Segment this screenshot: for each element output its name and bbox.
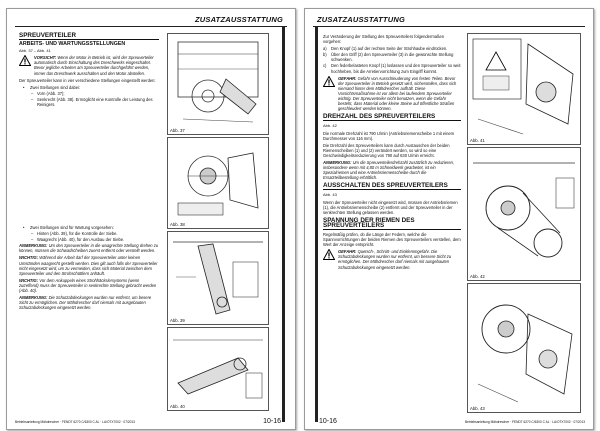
danger-label: GEFAHR:	[338, 75, 357, 81]
machine-drawing	[168, 138, 268, 228]
sub-item-text: Hinten (Abb. 39), für die Kontrolle der Siebe.	[37, 231, 118, 237]
figure-40	[167, 327, 269, 411]
subtitle: ARBEITS- UND WARTUNGSSTELLUNGEN	[19, 41, 126, 48]
caution-label: VORSICHT:	[34, 55, 57, 61]
page-header	[313, 15, 585, 27]
figure-ref: Abb. 37 – Abb. 41	[19, 48, 51, 54]
page-number: 10-16	[319, 418, 337, 425]
machine-drawing	[168, 232, 268, 324]
figure-38	[167, 137, 269, 229]
note-paragraph	[323, 160, 461, 180]
page-footer	[15, 415, 287, 425]
note-label: ANMERKUNG:	[19, 243, 48, 249]
caution-box	[19, 55, 159, 75]
important-label: WICHTIG:	[19, 255, 39, 261]
sub-item-text: Waagrecht (Abb. 40), für den Ausbau der Siebe.	[37, 237, 125, 243]
page-header	[15, 15, 287, 27]
right-page	[304, 8, 594, 430]
danger-box	[323, 76, 461, 112]
machine-drawing	[168, 328, 268, 410]
danger-label: GEFAHR:	[338, 249, 357, 255]
machine-drawing	[168, 34, 268, 134]
margin-bar	[282, 27, 285, 422]
sub-item-text: Senkrecht (Abb. 38). Ermöglicht eine Kontrolle der Leistung des Reinigers.	[37, 96, 153, 108]
warning-triangle-icon	[323, 76, 335, 112]
figure-caption: Abb. 43	[470, 406, 485, 411]
list-item: – Senkrecht (Abb. 38). Ermöglicht eine Kontrolle der Leistung des Reinigers.	[31, 97, 159, 107]
figure-41	[467, 33, 581, 145]
section-title: SPANNUNG DER RIEMEN DES SPREUVERTEILERS	[323, 218, 461, 230]
important-text: Vor dem Ankuppeln eines Strohhäckslersystems (wenn zutreffend) muss der Spreuverteiler in senkrechte Stellung gebracht werden (Abb. 40).	[19, 277, 157, 294]
machine-drawing	[468, 284, 580, 412]
footer-text: Betriebsanleitung Mähdrescher · FENDT 6270 C/6300 C AL · LA/OTX7002 · 07/2013	[465, 420, 585, 424]
bullet-text: Zwei Stellungen sind dabei:	[30, 84, 81, 90]
paragraph: Regelmäßig prüfen, ob die Länge der Federn, welche die Spannvorrichtungen der beiden Riemen des Spreuverteilers verstellen, dem Wert der Anzeige entspricht.	[323, 232, 461, 248]
danger-box	[323, 249, 461, 269]
note-text: Um den Spreuverteiler in die waagrechte Stellung drehen zu können, müssen die Schwadscheiben zuerst entfernt oder verstellt werden.	[19, 243, 159, 254]
figure-caption: Abb. 42	[470, 274, 485, 279]
left-page	[6, 8, 296, 430]
intro-text: Zur Veränderung der Stellung des Spreuverteilers folgendermaßen vorgehen:	[323, 34, 445, 45]
page-number: 10-16	[263, 418, 281, 425]
figure-caption: Abb. 39	[170, 318, 185, 323]
figure-ref: Abb. 42	[323, 123, 337, 129]
header-title: ZUSATZAUSSTATTUNG	[195, 15, 283, 24]
list-item: b) Über den Griff (2) den Spreuverteiler (3) in die gewünschte Stellung schwenken.	[323, 52, 461, 62]
left-text-column	[19, 33, 159, 108]
paragraph: Die normale Drehzahl ist 790 U/min (Antriebsriemenscheibe 1 mit einem Durchmesser von 116 mm).	[323, 130, 455, 141]
left-text-column-lower	[19, 224, 159, 312]
machine-drawing	[468, 148, 580, 280]
danger-text: Gefahr von Ausschleuderung von festen Teilen. Bevor der Spreuverteiler in Betrieb gesetzt wird, sicherstellen, dass sich niemand hinter dem Mähdrescher aufhält. Diese Vorsichtsmaßnahme ist vor allem bei laufendem Spreuverteiler wichtig. Der Spreuverteiler nicht benutzen, wenn die Gefahr besteht, dass Material oder kleine Steine auf öffentliche Straßen geschleudert werden können.	[338, 75, 457, 112]
page-footer	[313, 415, 585, 425]
bullet-text: Zwei Stellungen sind für Wartung vorgesehen:	[30, 225, 114, 230]
note-text: Die Schutzabdeckungen wurden nur entfernt, um besere Sicht zu ermöglichen. Der Mähdrescher darf niemals mit ausgebauten Schutzabdeckungen eingesetzt werden.	[19, 295, 152, 311]
important-paragraph	[19, 278, 159, 293]
figure-caption: Abb. 38	[170, 222, 185, 227]
list-item: c) Den federbelasteten Knopf (1) loslassen und den Spreuverteiler so weit hochheben, bis die Arretiervorrichtung zum Eingriff kommt.	[323, 63, 461, 74]
figure-caption: Abb. 40	[170, 404, 185, 409]
figure-caption: Abb. 41	[470, 138, 485, 143]
figure-39	[167, 231, 269, 325]
figure-ref: Abb. 43	[323, 192, 337, 198]
list-item: a) Den Knopf (1) auf der rechten Seite der Strohhaube eindrücken.	[323, 46, 448, 52]
machine-drawing	[468, 34, 580, 144]
caution-text: Wenn der Motor in Betrieb ist, wird der Spreuverteiler automatisch durch Einschaltung des Dreschwerks eingeschaltet. Bevor jegliche Arbeiten am Spreuverteiler durchgeführt werden, immer das Dreschwerk ausschalten und den Motor abstellen.	[34, 55, 154, 76]
figure-43	[467, 283, 581, 413]
paragraph: Die Drehzahl des Spreuverteilers kann durch Austauschen der beiden Riemenscheiben (1) und (2) verändert werden, so wird so eine Geschwindigkeitsreduzierung von 790 auf 630 U/min erreicht.	[323, 142, 450, 158]
section-title: SPREUVERTEILER	[19, 33, 159, 40]
note-paragraph	[19, 295, 159, 310]
step-text: Über den Griff (2) den Spreuverteiler (3) in die gewünschte Stellung schwenken.	[331, 52, 454, 63]
right-text-column	[323, 33, 461, 272]
figure-37	[167, 33, 269, 135]
important-label: WICHTIG:	[19, 277, 39, 283]
step-text: Den Knopf (1) auf der rechten Seite der Strohhaube eindrücken.	[331, 46, 448, 52]
figure-42	[467, 147, 581, 281]
section-title: DREHZAHL DES SPREUVERTEILERS	[323, 114, 461, 121]
header-title: ZUSATZAUSSTATTUNG	[317, 15, 405, 24]
warning-triangle-icon	[19, 55, 31, 75]
list-item: – Waagrecht (Abb. 40), für den Ausbau der Siebe.	[31, 237, 125, 243]
section-title: AUSSCHALTEN DES SPREUVERTEILERS	[323, 183, 461, 190]
important-paragraph	[19, 255, 159, 275]
sub-item-text: Vorn (Abb. 37);	[37, 90, 65, 96]
paragraph: Wenn der Spreuverteiler nicht eingesetzt wird, müssen der Antriebsriemen (1), die Antriebsriemenscheibe (2) entfernt und der Spreuverteiler in der senkrechten Stellung gelassen werden.	[323, 199, 458, 215]
list-item: • Zwei Stellungen sind dabei:	[23, 84, 81, 90]
warning-triangle-icon	[323, 249, 335, 269]
figure-caption: Abb. 37	[170, 128, 185, 133]
note-label: ANMERKUNG:	[19, 295, 48, 301]
list-item: – Hinten (Abb. 39), für die Kontrolle der Siebe.	[31, 231, 118, 237]
step-text: Den federbelasteten Knopf (1) loslassen und den Spreuverteiler so weit hochheben, bis die Arretiervorrichtung zum Eingriff kommt.	[331, 63, 461, 74]
footer-text: Betriebsanleitung Mähdrescher · FENDT 6270 C/6300 C AL · LA/OTX7002 · 07/2013	[15, 420, 135, 424]
intro-text: Der Spreuverteiler kann in vier verschiedene Stellungen eingestellt werden:	[19, 77, 156, 83]
note-label: ANMERKUNG:	[323, 159, 352, 165]
list-item: – Vorn (Abb. 37);	[31, 90, 65, 96]
danger-text: Quetsch-, Schnitt- und Einklemmgefahr. Die Schutzabdeckungen wurden nur entfernt, um bessere Sicht zu ermöglichen. Der Mähdrescher darf niemals mit ausgebauten Schutzabdeckungen eingesetzt werden.	[338, 249, 452, 270]
note-paragraph	[19, 243, 159, 253]
note-text: Um die Spreuverteilerdrehzahl zusätzlich zu reduzieren, insbesondere wenn mit 4,80 m Schneidwerk gearbeitet, ist ein Spezialriemen und eine Antriebsriemenscheibe durch die Ersatzteilbestellung erhältlich.	[323, 159, 455, 181]
margin-bar	[315, 27, 318, 422]
important-text: Während der Arbeit darf der Spreuverteiler unter keinen Umständen waagrecht gestellt werden. Dies gilt auch falls der Spreuverteiler nicht eingesetzt wird, um zu vermeiden, dass sich Material zwischen dem Spreuverteiler und den Strohschüttlern anhäuft.	[19, 255, 158, 276]
list-item: • Zwei Stellungen sind für Wartung vorgesehen:	[23, 225, 114, 230]
